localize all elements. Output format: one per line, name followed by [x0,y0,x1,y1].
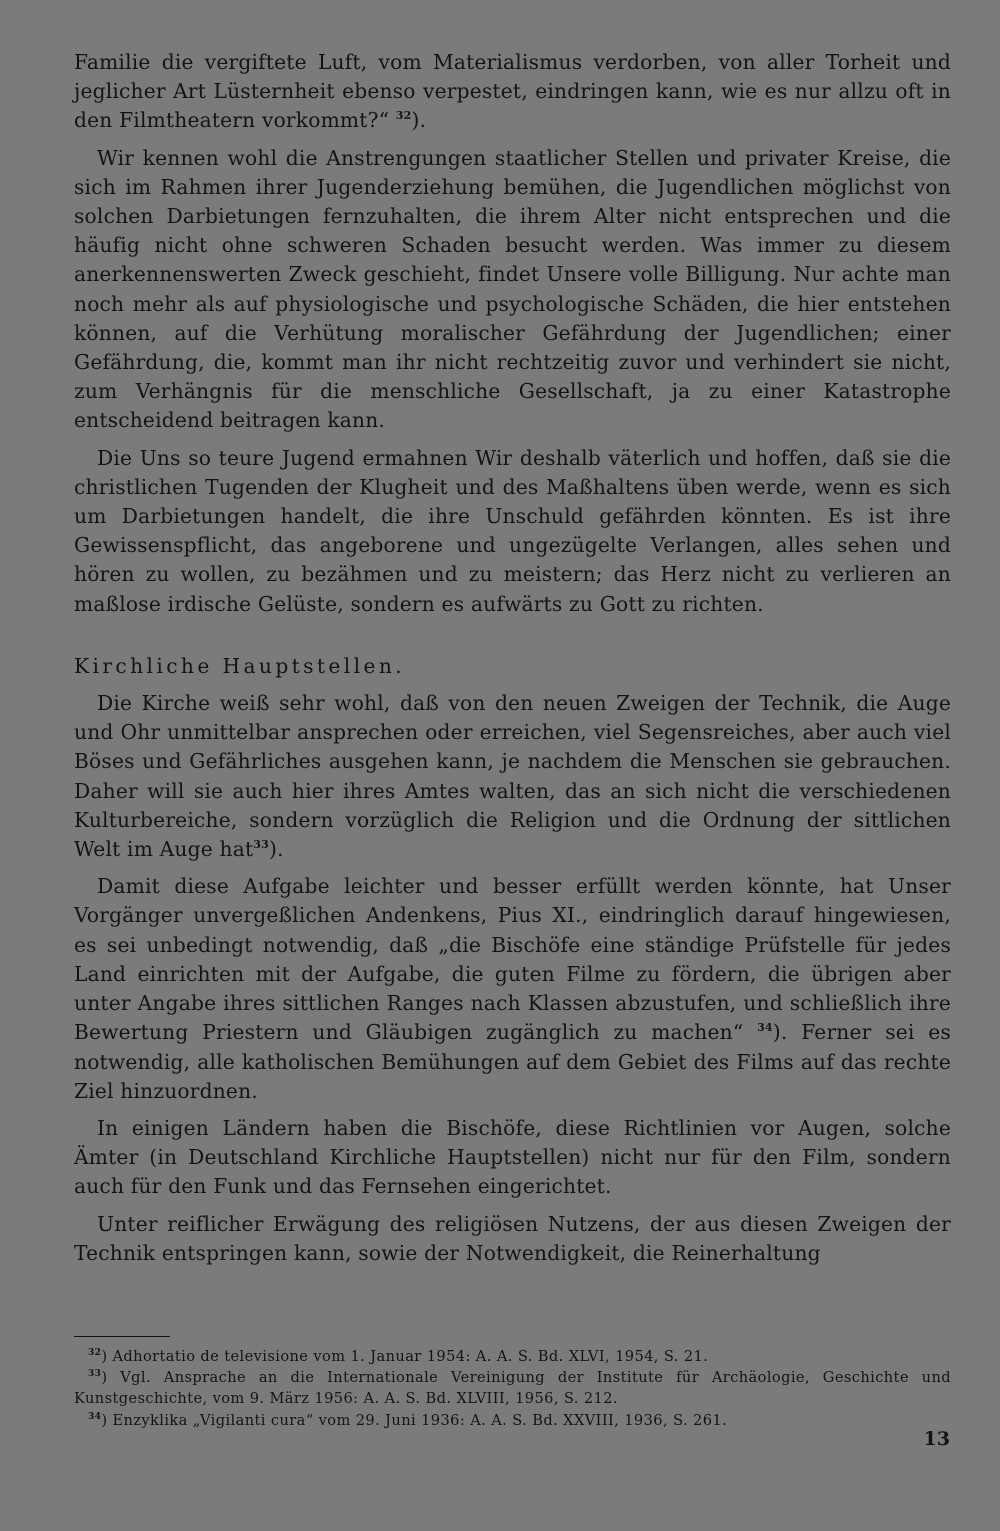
footnote-ref-32: 32 [395,109,412,123]
footnote-ref-33: 33 [253,838,269,852]
page-body [74,48,951,1268]
paragraph: In einigen Ländern haben die Bischöfe, diese Richtlinien vor Augen, solche Ämter (in Deutschland Kirchliche Hauptstellen) nicht nur für den Film, sondern auch für den Funk und das Fernsehen eingerichtet. [74,1115,951,1199]
footnote: $^{32}$) Adhortatio de televisione vom 1. Januar 1954: A. A. S. Bd. XLVI, 1954, S. 21. [88,1348,709,1365]
paragraph: Damit diese Aufgabe leichter und besser erfüllt werden könnte, hat Unser Vorgänger unvergeßlichen Andenkens, Pius XI., eindringlich darauf hingewiesen, es sei unbedingt notwendig, daß „die Bischöfe eine ständige Prüfstelle für jedes Land einrichten mit der Aufgabe, die guten Filme zu fördern, die übrigen aber unter Angabe ihres sittlichen Ranges nach Klassen abzustufen, und schließlich ihre Bewertung Priestern und Gläubigen zugänglich zu machen“ $^{34}$). Ferner sei es notwendig, alle katholischen Bemühungen auf dem Gebiet des Films auf das rechte Ziel hinzuordnen. [74,874,951,1103]
footnote: $^{34}$) Enzyklika „Vigilanti cura“ vom 29. Juni 1936: A. A. S. Bd. XXVIII, 1936, S. 261. [88,1411,728,1429]
footnote-rule [74,1336,170,1337]
footnote-ref-34: 34 [757,1021,773,1035]
paragraph: Die Kirche weiß sehr wohl, daß von den neuen Zweigen der Technik, die Auge und Ohr unmittelbar ansprechen oder erreichen, viel Segensreiches, aber auch viel Böses und Gefährliches ausgehen kann, je nachdem die Menschen sie gebrauchen. Daher will sie auch hier ihres Amtes walten, das an sich nicht die verschiedenen Kulturbereiche, sondern vorzüglich die Religion und die Ordnung der sittlichen Welt im Auge hat$^{33}$). [74,691,951,862]
footnote: $^{33}$) Vgl. Ansprache an die Internationale Vereinigung der Institute für Archäologie, Geschichte und Kunstgeschichte, vom 9. März 1956: A. A. S. Bd. XLVIII, 1956, S. 212. [74,1369,951,1408]
section-heading: Kirchliche Hauptstellen. [74,653,406,678]
page-number: 13 [923,1428,950,1450]
paragraph: Wir kennen wohl die Anstrengungen staatlicher Stellen und privater Kreise, die sich im Rahmen ihrer Jugenderziehung bemühen, die Jugendlichen möglichst von solchen Darbietungen fernzuhalten, die ihrem Alter nicht entsprechen und die häufig nicht ohne schweren Schaden besucht werden. Was immer zu diesem anerkennenswerten Zweck geschieht, findet Unsere volle Billigung. Nur achte man noch mehr als auf physiologische und psychologische Schäden, die hier entstehen können, auf die Verhütung moralischer Gefährdung der Jugendlichen; einer Gefährdung, die, kommt man ihr nicht rechtzeitig zuvor und verhindert sie nicht, zum Verhängnis für die menschliche Gesellschaft, ja zu einer Katastrophe entscheidend beitragen kann. [74,145,951,433]
paragraph: Unter reiflicher Erwägung des religiösen Nutzens, der aus diesen Zweigen der Technik entspringen kann, sowie der Notwendigkeit, die Reinerhaltung [74,1211,951,1265]
paragraph: Die Uns so teure Jugend ermahnen Wir deshalb väterlich und hoffen, daß sie die christlichen Tugenden der Klugheit und des Maßhaltens üben werde, wenn es sich um Darbietungen handelt, die ihre Unschuld gefährden könnten. Es ist ihre Gewissenspflicht, das angeborene und ungezügelte Verlangen, alles sehen und hören zu wollen, zu bezähmen und zu meistern; das Herz nicht zu verlieren an maßlose irdische Gelüste, sondern es aufwärts zu Gott zu richten. [74,445,951,616]
footnotes [74,1346,951,1431]
paragraph-continued: Familie die vergiftete Luft, vom Materialismus verdorben, von aller Torheit und jeglicher Art Lüsternheit ebenso verpestet, eindringen kann, wie es nur allzu oft in den Filmtheatern vorkommt?“ $^{32}$). [74,50,951,133]
